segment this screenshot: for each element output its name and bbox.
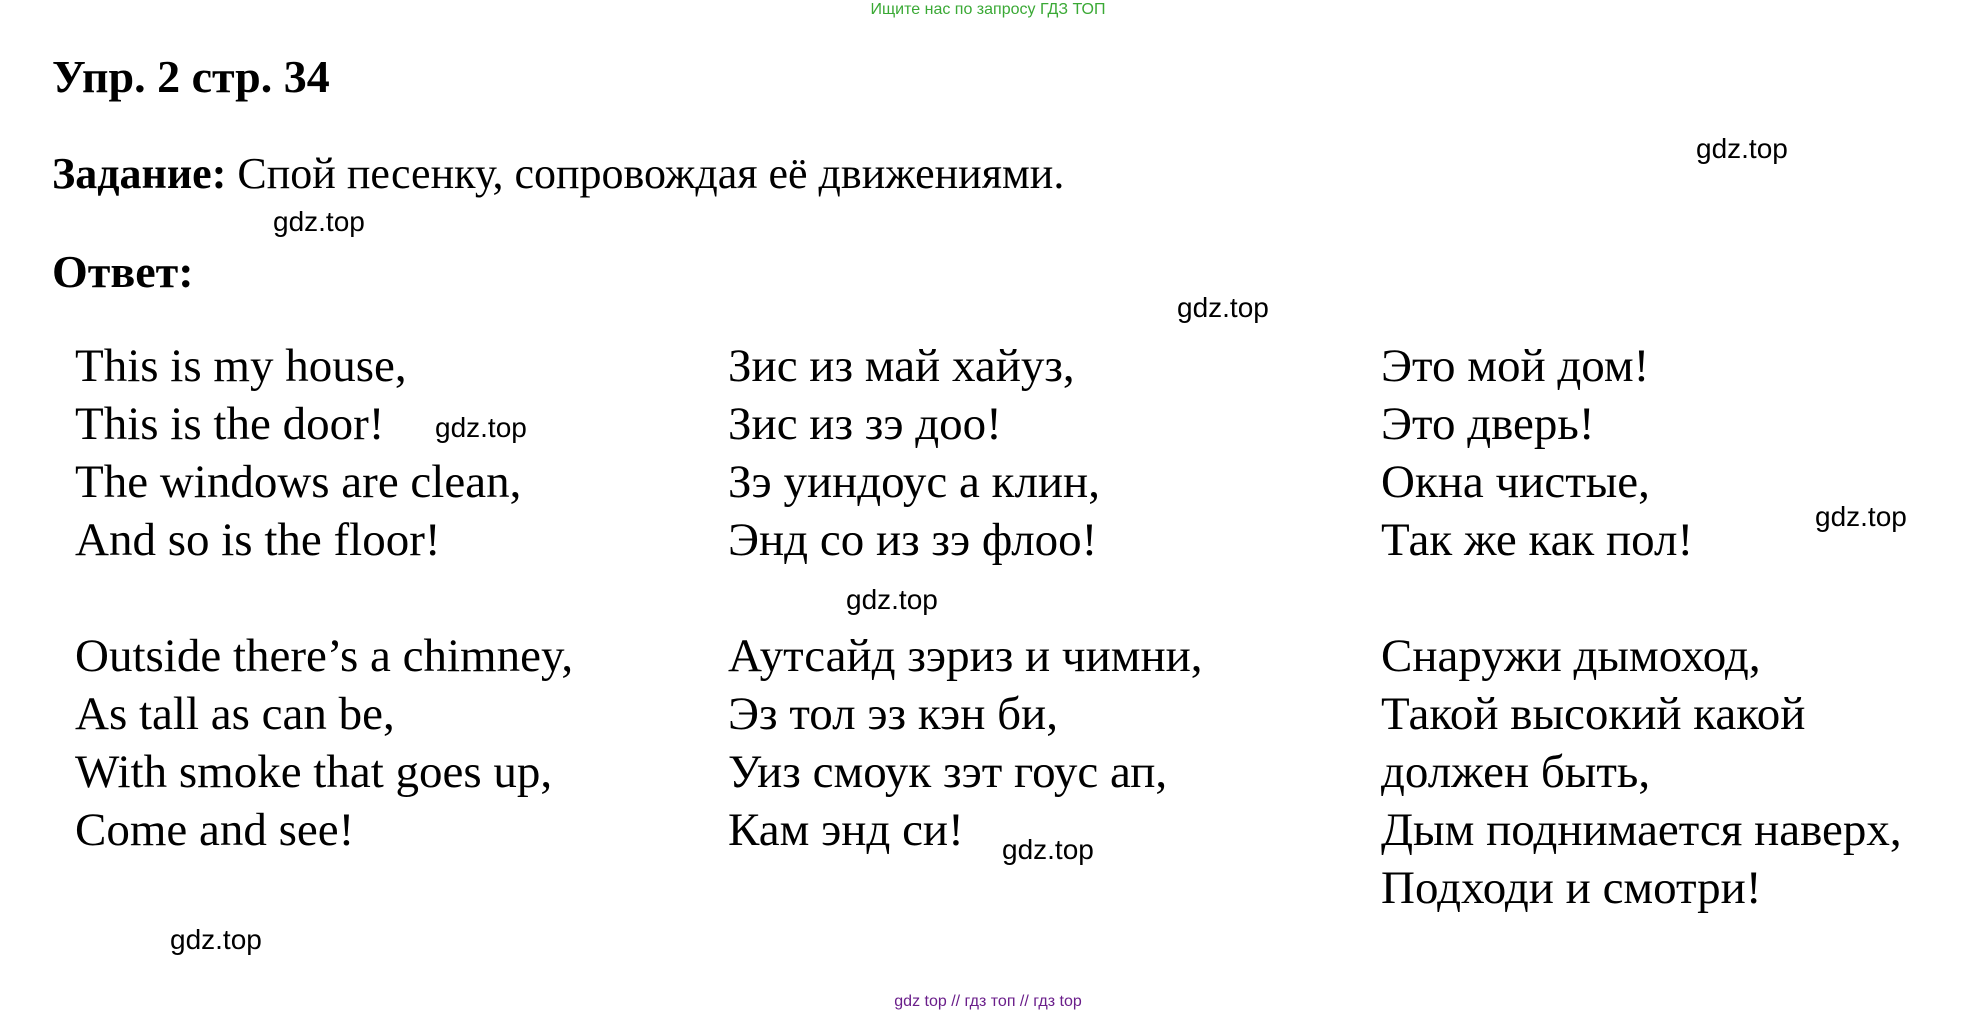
- watermark: gdz.top: [435, 412, 527, 443]
- watermark: gdz.top: [846, 584, 938, 615]
- top-banner: Ищите нас по запросу ГДЗ ТОП: [870, 1, 1106, 18]
- russian-line: Так же как пол!: [1381, 514, 1694, 566]
- english-line: And so is the floor!: [75, 514, 441, 566]
- russian-line: Дым поднимается наверх,: [1381, 804, 1902, 856]
- transcription-line: Аутсайд зэриз и чимни,: [728, 630, 1203, 682]
- transcription-line: Кам энд си!: [728, 804, 964, 856]
- transcription-column: [728, 337, 1203, 859]
- english-line: The windows are clean,: [75, 456, 522, 508]
- answer-label: Ответ:: [52, 246, 194, 297]
- watermark: gdz.top: [1002, 834, 1094, 865]
- english-line: With smoke that goes up,: [75, 746, 553, 798]
- watermark: gdz.top: [273, 206, 365, 237]
- footer: gdz top // гдз топ // гдз top: [894, 993, 1082, 1010]
- task-text: Спой песенку, сопровождая её движениями.: [226, 149, 1065, 198]
- watermark: gdz.top: [170, 924, 262, 955]
- russian-line: Подходи и смотри!: [1381, 862, 1762, 914]
- russian-line: Это дверь!: [1381, 398, 1595, 450]
- transcription-line: Уиз смоук зэт гоус ап,: [728, 746, 1168, 798]
- task: [52, 148, 1064, 199]
- transcription-line: Зэ уиндоус а клин,: [728, 456, 1100, 508]
- transcription-line: Зис из зэ доо!: [728, 398, 1002, 450]
- english-line: As tall as can be,: [75, 688, 395, 740]
- stanza-gap: [1381, 569, 1902, 627]
- russian-line: Это мой дом!: [1381, 340, 1650, 392]
- task-label: Задание:: [52, 149, 227, 198]
- russian-line: Окна чистые,: [1381, 456, 1650, 508]
- watermark: gdz.top: [1696, 133, 1788, 164]
- russian-line: Такой высокий какой: [1381, 688, 1806, 740]
- russian-column: [1381, 337, 1902, 917]
- english-line: Outside there’s a chimney,: [75, 630, 574, 682]
- page-title: Упр. 2 стр. 34: [52, 51, 330, 102]
- transcription-line: Зис из май хайуз,: [728, 340, 1075, 392]
- transcription-line: Энд со из зэ флоо!: [728, 514, 1098, 566]
- watermark: gdz.top: [1177, 292, 1269, 323]
- transcription-line: Эз тол эз кэн би,: [728, 688, 1058, 740]
- russian-line: Снаружи дымоход,: [1381, 630, 1761, 682]
- watermark: gdz.top: [1815, 501, 1907, 532]
- english-line: This is the door!: [75, 398, 385, 450]
- stanza-gap: [75, 569, 573, 627]
- stanza-gap: [728, 569, 1203, 627]
- english-line: Come and see!: [75, 804, 355, 856]
- english-line: This is my house,: [75, 340, 407, 392]
- russian-line: должен быть,: [1381, 746, 1651, 798]
